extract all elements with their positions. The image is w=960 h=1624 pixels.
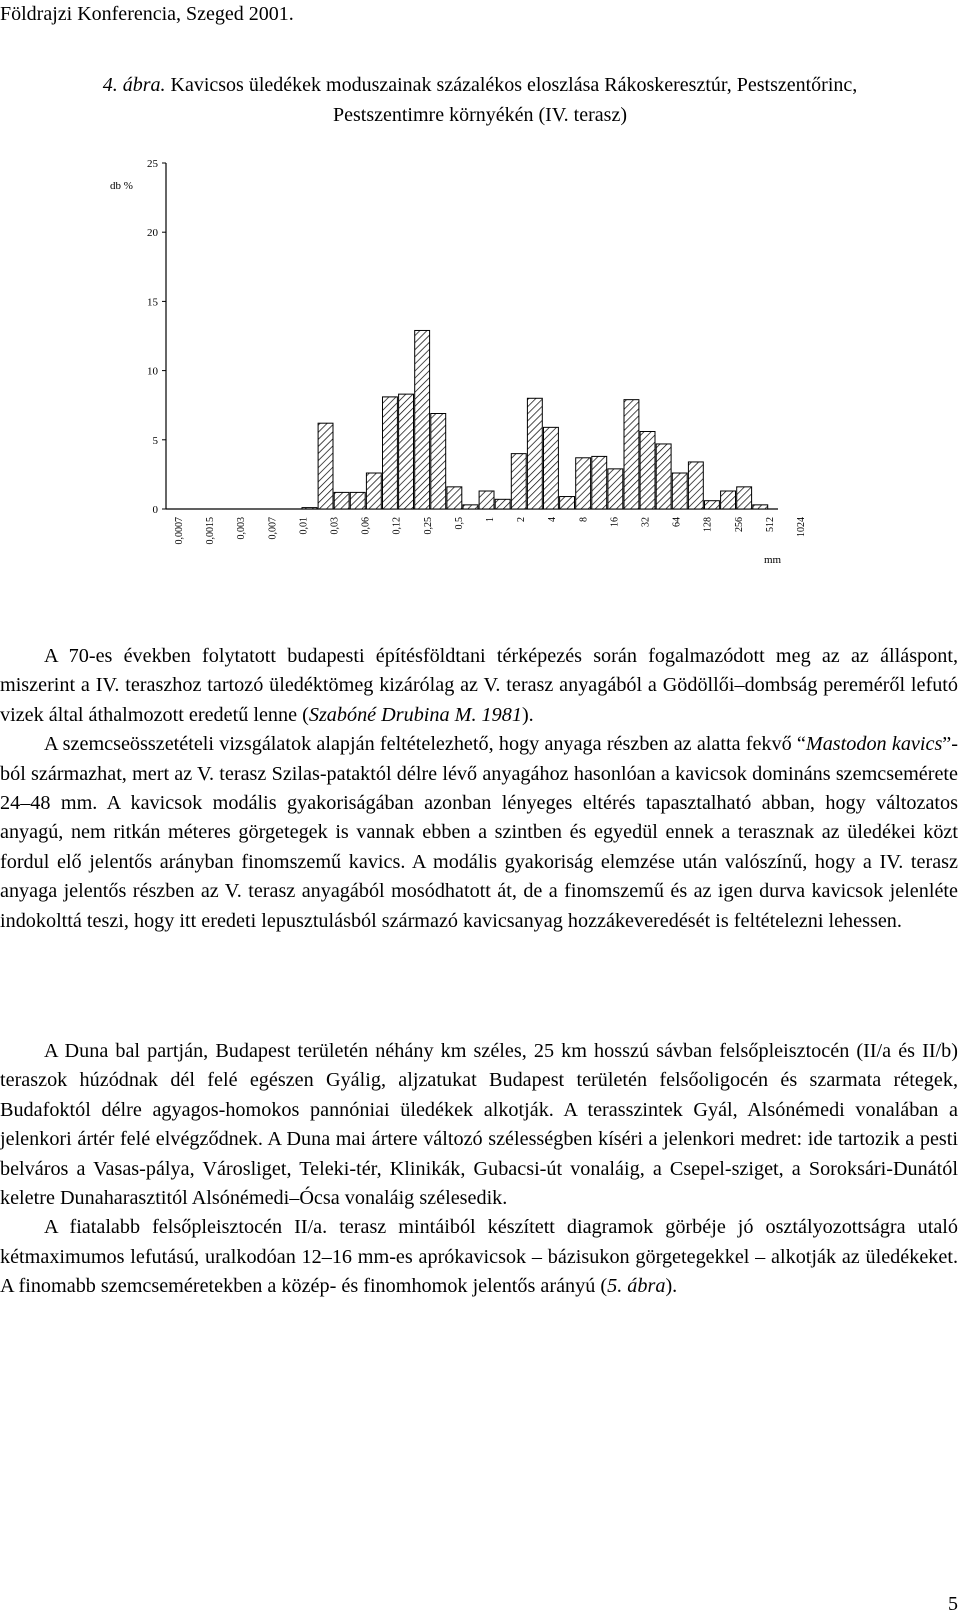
y-tick-label: 10	[147, 365, 158, 378]
x-tick-label: 4	[547, 517, 559, 522]
x-tick-label: 1	[485, 517, 496, 522]
x-tick-label: 0,06	[360, 517, 372, 535]
x-tick-label: 512	[764, 517, 776, 532]
x-tick-label: 128	[702, 517, 714, 532]
histogram-chart	[100, 155, 820, 585]
y-axis-label: db %	[110, 180, 133, 192]
histogram-bar	[640, 431, 655, 509]
x-tick-label: 16	[609, 517, 621, 527]
x-tick-label: 0,03	[329, 517, 341, 535]
p2-rest: ”-ból származhat, mert az V. terasz Szilas-pataktól délre lévő anyagához hasonlóan a kavicsok domináns szemcsemérete 24–48 mm. A kavicsok modális gyakoriságában azonban lényeges eltérés tapasztalható abban, hogy változatos anyagú, nem ritkán méteres görgetegek is vannak ebben a szintben és egyedül ennek a terasznak az üledékei közt fordul elő jelentős arányban finomszemű kavics. A modális gyakoriság elemzése után valószínű, hogy a IV. terasz anyaga jelentős részben az V. terasz anyagából mosódhatott át, de a finomszemű és az igen durva kavicsok jelenléte indokolttá teszi, hogy itt eredeti lepusztulásból származó kavicsanyag hozzákeveredését is feltételezni lehessen.	[0, 733, 958, 932]
histogram-bar	[399, 394, 414, 509]
y-tick-label: 25	[147, 158, 158, 170]
x-tick-label: 1024	[796, 517, 807, 537]
histogram-bar	[318, 423, 333, 509]
x-tick-label: 0,0007	[174, 517, 185, 545]
x-tick-label: 256	[733, 517, 745, 532]
x-tick-label: 8	[578, 517, 590, 522]
x-tick-label: 0,12	[391, 517, 403, 535]
x-tick-label: 0,003	[236, 517, 248, 540]
paragraph-4	[0, 1213, 958, 1301]
histogram-bar	[431, 414, 446, 509]
x-tick-label: 0,5	[453, 517, 465, 530]
y-tick-label: 5	[152, 434, 158, 447]
p4-end: ).	[665, 1275, 678, 1298]
histogram-bar	[737, 487, 752, 509]
histogram-bar	[688, 462, 703, 509]
histogram-bar	[334, 492, 349, 509]
x-tick-label: 64	[671, 517, 683, 527]
histogram-bar	[576, 458, 591, 509]
mastodon-term: Mastodon kavics	[805, 733, 943, 756]
x-tick-label: 0,0015	[205, 517, 217, 545]
figure-caption	[0, 70, 960, 130]
caption-line-2: Pestszentimre környékén (IV. terasz)	[333, 104, 627, 126]
paragraph-3: A Duna bal partján, Budapest területén néhány km széles, 25 km hosszú sávban felsőpleisztocén (II/a és II/b) teraszok húzódnak dél felé egészen Gyálig, aljzatukat Budapest területén felsőoligocén és szarmata rétegek, Budafoktól délre agyagos-homokos pannóniai üledékek alkotják. A terasszintek Gyál, Alsónémedi vonalában a jelenkori ártér felé elvégződnek. A Duna mai ártere változó szélességben kíséri a jelenkori medret: ide tartozik a pesti belváros a Vasas-pálya, Városliget, Teleki-tér, Klinikák, Gubacsi-út vonaláig, a Csepel-sziget, a Soroksári-Dunától keletre Dunaharasztitól Alsónémedi–Ócsa vonaláig szélesedik.	[0, 1040, 958, 1210]
y-tick-label: 20	[147, 227, 158, 240]
p1-end: ).	[521, 703, 534, 726]
paragraph-2	[0, 730, 958, 936]
histogram-bar	[383, 397, 398, 509]
figure-ref: 5. ábra	[607, 1275, 666, 1298]
histogram-bar	[495, 499, 510, 509]
x-tick-label: 0,25	[422, 517, 434, 535]
histogram-bar	[447, 487, 462, 509]
x-tick-label: 0,007	[267, 517, 279, 540]
p1-text: A 70-es években folytatott budapesti építésföldtani térképezés során fogalmazódott meg az az álláspont, miszerint a IV. teraszhoz tartozó üledéktömeg kizárólag az V. terasz anyagából a Gödöllői–dombság pereméről lefutó vizek által áthalmozott eredetű lenne (	[0, 645, 958, 726]
x-tick-label: 2	[516, 517, 528, 522]
histogram-bar	[721, 491, 736, 509]
histogram-bar	[415, 330, 430, 509]
histogram-bar	[463, 505, 478, 509]
histogram-bar	[560, 497, 575, 509]
citation: Szabóné Drubina M. 1981	[308, 703, 522, 726]
caption-line-1: Kavicsos üledékek moduszainak százalékos eloszlása Rákoskeresztúr, Pestszentőrinc,	[170, 74, 858, 96]
histogram-bar	[511, 454, 526, 509]
histogram-bar	[350, 492, 365, 509]
p4-text: A fiatalabb felsőpleisztocén II/a. terasz mintáiból készített diagramok görbéje jó osztályozottságra utaló kétmaximumos lefutású, uralkodóan 12–16 mm-es aprókavicsok – bázisukon görgetegekkel – alkotják az üledékeket. A finomabb szemcseméretekben a közép- és finomhomok jelentős arányú (	[0, 1216, 958, 1298]
y-tick-label: 0	[152, 504, 158, 516]
x-axis-label: mm	[764, 554, 782, 566]
histogram-bar	[753, 505, 768, 509]
x-tick-label: 32	[640, 517, 652, 527]
histogram-bar	[302, 508, 317, 509]
histogram-bar	[527, 398, 542, 509]
histogram-bar	[705, 501, 720, 509]
histogram-bar	[544, 427, 559, 509]
histogram-bar	[672, 473, 687, 509]
histogram-bar	[656, 444, 671, 509]
x-tick-label: 0,01	[298, 517, 310, 535]
page-number: 5	[948, 1593, 958, 1615]
histogram-bar	[479, 491, 494, 509]
p2-text: A szemcseösszetételi vizsgálatok alapján feltételezhető, hogy anyaga részben az alatta fekvő “	[44, 733, 806, 756]
figure-label: 4. ábra.	[102, 74, 166, 96]
histogram-bar	[624, 400, 639, 509]
histogram-bar	[366, 473, 381, 509]
y-tick-label: 15	[147, 296, 158, 309]
main-text-2	[0, 1037, 958, 1302]
main-text	[0, 642, 958, 936]
histogram-bar	[608, 469, 623, 509]
paragraph-1	[0, 642, 958, 730]
histogram-bar	[592, 456, 607, 509]
running-header: Földrajzi Konferencia, Szeged 2001.	[0, 3, 294, 25]
